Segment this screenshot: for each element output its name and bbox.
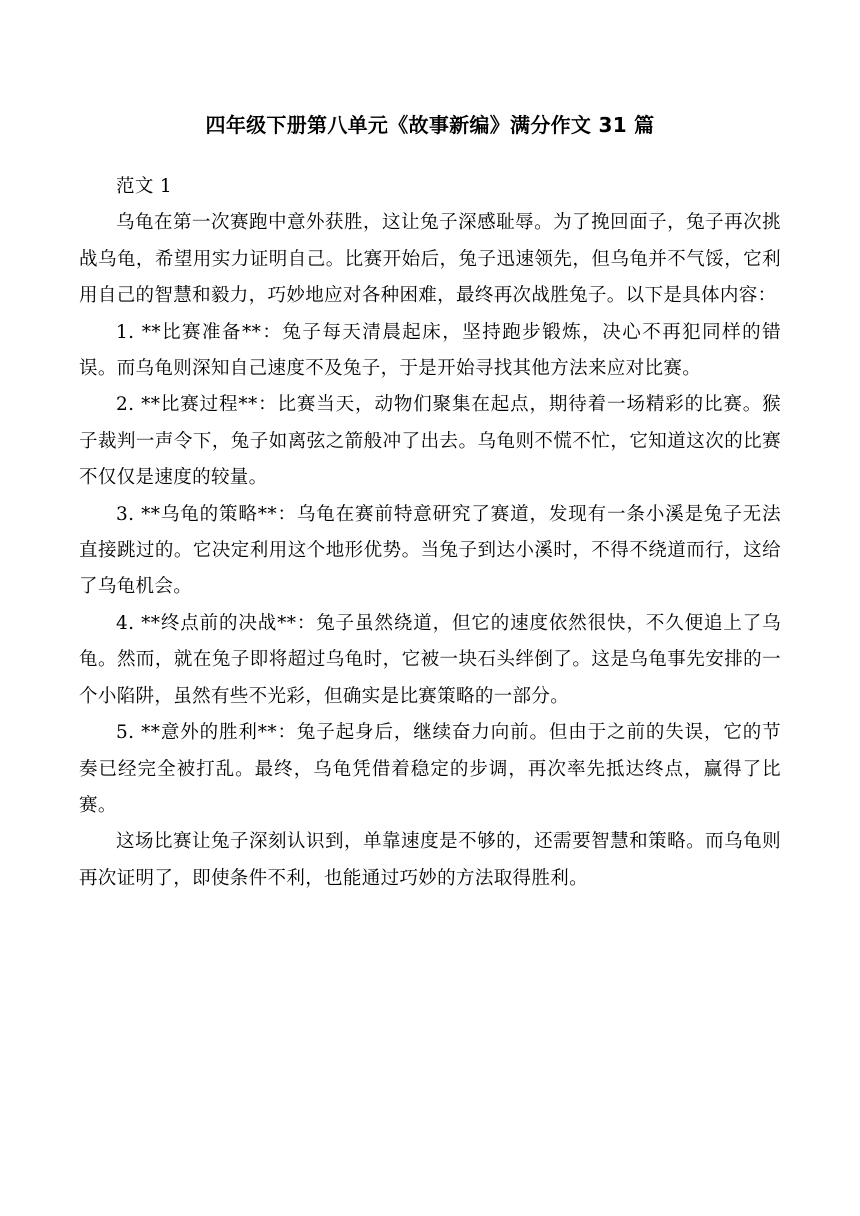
paragraph-5: 5. **意外的胜利**：兔子起身后，继续奋力向前。但由于之前的失误，它的节奏已经完全被打乱。最终，乌龟凭借着稳定的步调，再次率先抵达终点，赢得了比赛。 (79, 722, 781, 816)
paragraph-1: 1. **比赛准备**：兔子每天清晨起床，坚持跑步锻炼，决心不再犯同样的错误。而乌龟则深知自己速度不及兔子，于是开始寻找其他方法来应对比赛。 (79, 321, 781, 380)
paragraph-3: 3. **乌龟的策略**：乌龟在赛前特意研究了赛道，发现有一条小溪是兔子无法直接跳过的。它决定利用这个地形优势。当兔子到达小溪时，不得不绕道而行，这给了乌龟机会。 (79, 503, 781, 598)
document-title: 四年级下册第八单元《故事新编》满分作文 31 篇 (205, 113, 655, 137)
section-heading: 范文 1 (116, 176, 173, 197)
paragraph-intro: 乌龟在第一次赛跑中意外获胜，这让兔子深感耻辱。为了挽回面子，兔子再次挑战乌龟，希望用实力证明自己。比赛开始后，兔子迅速领先，但乌龟并不气馁，它利用自己的智慧和毅力，巧妙地应对各种困难，最终再次战胜兔子。以下是具体内容： (79, 212, 781, 307)
paragraph-2: 2. **比赛过程**：比赛当天，动物们聚集在起点，期待着一场精彩的比赛。猴子裁判一声令下，兔子如离弦之箭般冲了出去。乌龟则不慌不忙，它知道这次的比赛不仅仅是速度的较量。 (79, 394, 781, 489)
paragraph-conclusion: 这场比赛让兔子深刻认识到，单靠速度是不够的，还需要智慧和策略。而乌龟则再次证明了，即使条件不利，也能通过巧妙的方法取得胜利。 (79, 831, 781, 889)
document-body (79, 169, 781, 897)
paragraph-4: 4. **终点前的决战**：兔子虽然绕道，但它的速度依然很快，不久便追上了乌龟。然而，就在兔子即将超过乌龟时，它被一块石头绊倒了。这是乌龟事先安排的一个小陷阱，虽然有些不光彩，但确实是比赛策略的一部分。 (79, 612, 781, 707)
